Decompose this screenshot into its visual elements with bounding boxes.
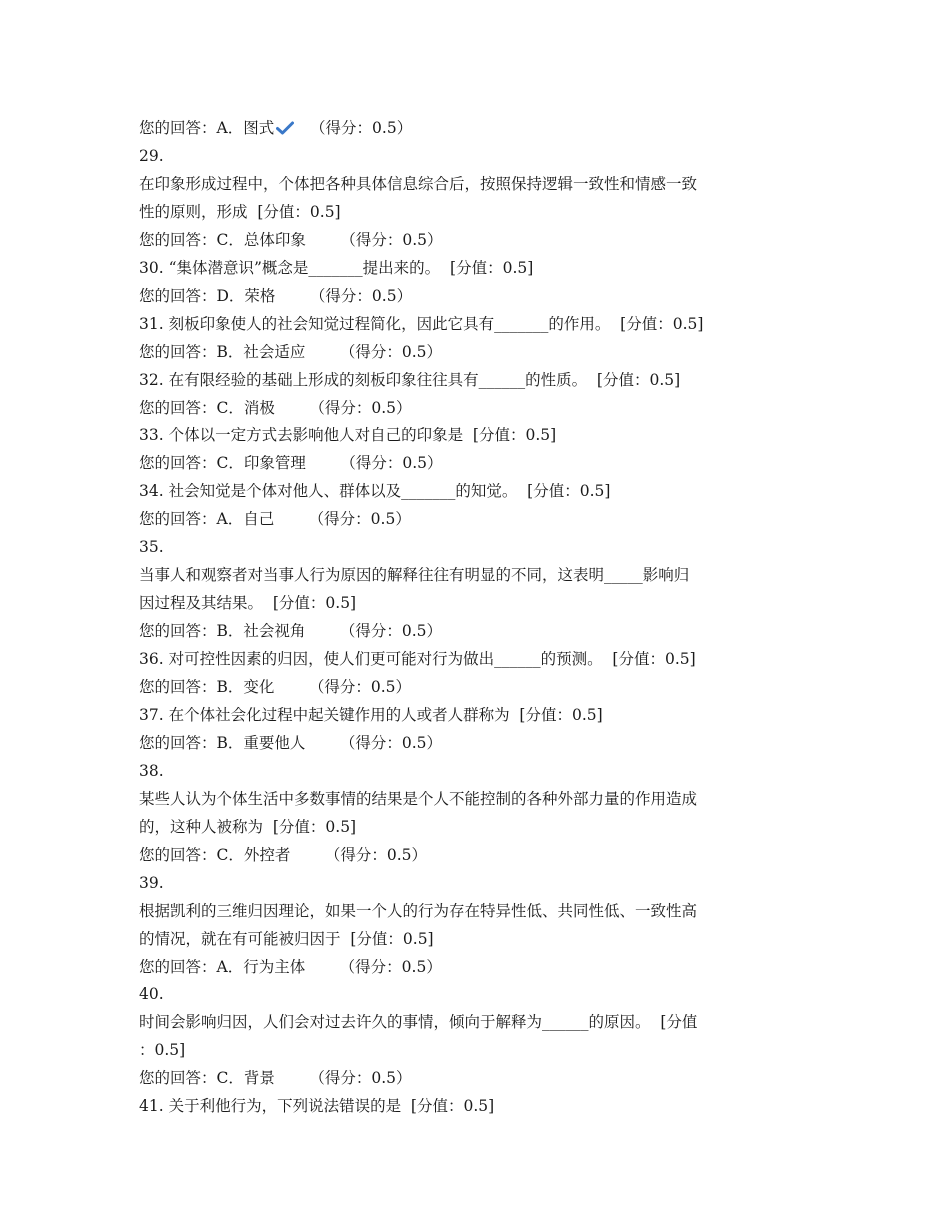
answer-line xyxy=(139,845,427,865)
line-text: 当事人和观察者对当事人行为原因的解释往往有明显的不同，这表明_____影响归 xyxy=(139,566,690,585)
line-text: 29. xyxy=(139,146,164,165)
line-text: 您的回答：B．社会视角 （得分：0.5） xyxy=(139,622,443,641)
question-text xyxy=(139,174,697,194)
line-text: 32. 在有限经验的基础上形成的刻板印象往往具有______的性质。 [分值：0.5] xyxy=(139,370,681,389)
line-text: 因过程及其结果。 [分值：0.5] xyxy=(139,594,357,613)
line-text: 某些人认为个体生活中多数事情的结果是个人不能控制的各种外部力量的作用造成 xyxy=(139,789,698,808)
line-text: 您的回答：B．变化 （得分：0.5） xyxy=(139,678,412,696)
question-number xyxy=(139,984,164,1004)
answer-line xyxy=(139,286,412,306)
line-text: ：0.5] xyxy=(139,1041,186,1060)
line-text: 31. 刻板印象使人的社会知觉过程简化，因此它具有_______的作用。 [分值：0.5] xyxy=(139,314,704,333)
line-text: 38. xyxy=(139,761,164,780)
line-text: 您的回答：A．行为主体 （得分：0.5） xyxy=(139,957,442,976)
answer-line xyxy=(139,677,411,697)
line-text: 您的回答：C．印象管理 （得分：0.5） xyxy=(139,454,443,473)
line-text: 您的回答：B．重要他人 （得分：0.5） xyxy=(139,733,443,752)
line-text: 36. 对可控性因素的归因，使人们更可能对行为做出______的预测。 [分值：0.5] xyxy=(139,650,696,668)
line-text: 性的原则，形成 [分值：0.5] xyxy=(139,202,341,221)
question-text xyxy=(139,425,556,445)
question-text xyxy=(139,1040,185,1060)
line-text: 您的回答：C．外控者 （得分：0.5） xyxy=(139,845,427,864)
checkmark-icon xyxy=(276,120,294,140)
answer-line xyxy=(139,733,442,753)
line-text: 30. “集体潜意识”概念是_______提出来的。 [分值：0.5] xyxy=(139,258,534,277)
question-number xyxy=(139,873,164,893)
line-text: 35. xyxy=(139,538,164,557)
answer-line xyxy=(139,453,443,473)
line-text: 在印象形成过程中，个体把各种具体信息综合后，按照保持逻辑一致性和情感一致 xyxy=(139,174,698,193)
line-text: 您的回答：C．总体印象 （得分：0.5） xyxy=(139,230,443,249)
answer-line xyxy=(139,509,411,529)
question-number xyxy=(139,537,164,557)
question-text xyxy=(139,314,703,334)
line-text: 34. 社会知觉是个体对他人、群体以及_______的知觉。 [分值：0.5] xyxy=(139,482,611,501)
line-text: 41. 关于利他行为，下列说法错误的是 [分值：0.5] xyxy=(139,1097,495,1116)
question-text xyxy=(139,481,610,501)
answer-line xyxy=(139,621,442,641)
line-text: 时间会影响归因，人们会对过去许久的事情，倾向于解释为______的原因。 [分值 xyxy=(139,1013,698,1032)
score-text: （得分：0.5） xyxy=(300,119,413,137)
answer-line xyxy=(139,230,443,250)
line-text: 39. xyxy=(139,873,164,892)
question-text xyxy=(139,901,697,921)
line-text: 您的回答：D．荣格 （得分：0.5） xyxy=(139,286,413,305)
question-text xyxy=(139,1096,494,1116)
question-number xyxy=(139,761,164,781)
line-text: 您的回答：A．图式 xyxy=(139,119,275,137)
line-text: 40. xyxy=(139,985,164,1004)
line-text: 37. 在个体社会化过程中起关键作用的人或者人群称为 [分值：0.5] xyxy=(139,705,603,724)
question-text xyxy=(139,929,434,949)
line-text: 的，这种人被称为 [分值：0.5] xyxy=(139,817,357,836)
line-text: 您的回答：C．背景 （得分：0.5） xyxy=(139,1069,412,1088)
answer-line xyxy=(139,398,412,418)
question-text xyxy=(139,258,533,278)
answer-line xyxy=(139,118,412,140)
line-text: 根据凯利的三维归因理论，如果一个人的行为存在特异性低、共同性低、一致性高 xyxy=(139,901,698,920)
answer-line xyxy=(139,342,442,362)
question-text xyxy=(139,1012,697,1032)
question-text xyxy=(139,817,356,837)
answer-line xyxy=(139,1068,412,1088)
question-text xyxy=(139,565,689,585)
question-text xyxy=(139,705,603,725)
question-text xyxy=(139,202,341,222)
question-text xyxy=(139,370,680,390)
line-text: 33. 个体以一定方式去影响他人对自己的印象是 [分值：0.5] xyxy=(139,426,557,445)
line-text: 您的回答：B．社会适应 （得分：0.5） xyxy=(139,342,443,361)
question-text xyxy=(139,649,696,669)
line-text: 您的回答：C．消极 （得分：0.5） xyxy=(139,398,412,417)
answer-line xyxy=(139,957,442,977)
question-text xyxy=(139,593,356,613)
line-text: 您的回答：A．自己 （得分：0.5） xyxy=(139,510,411,529)
question-number xyxy=(139,146,164,166)
question-text xyxy=(139,789,697,809)
line-text: 的情况，就在有可能被归因于 [分值：0.5] xyxy=(139,929,434,948)
